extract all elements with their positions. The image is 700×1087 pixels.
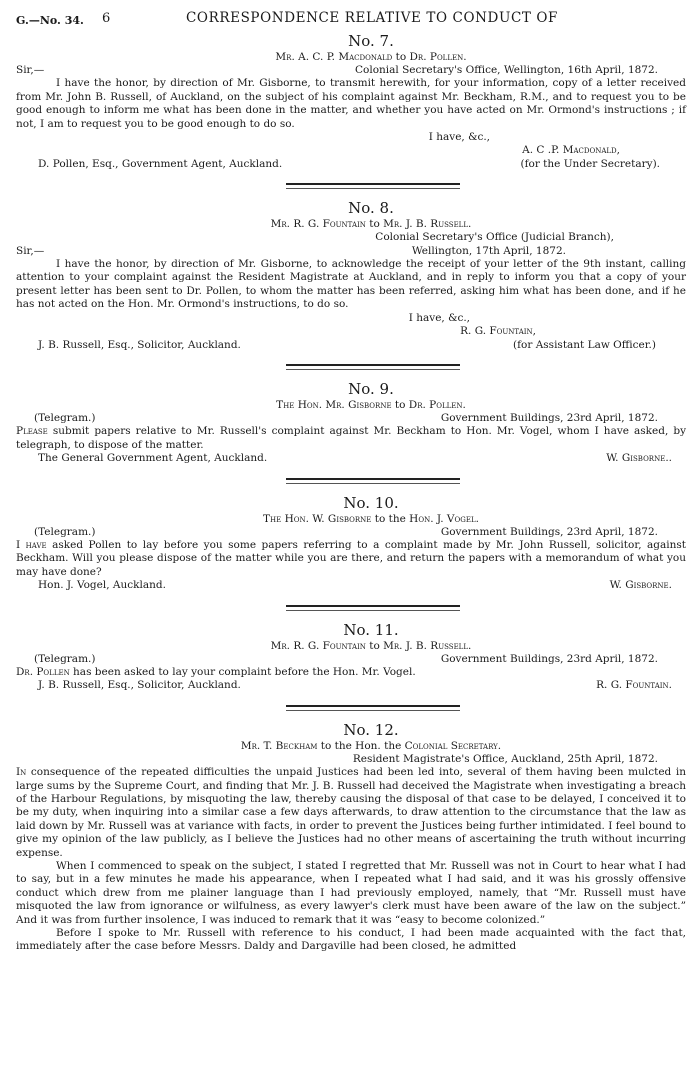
recipient: Dr. Pollen. bbox=[408, 398, 466, 411]
recipient: Dr. Pollen. bbox=[409, 51, 467, 63]
letter-correspondents bbox=[56, 218, 686, 231]
place-date: Government Buildings, 23rd April, 1872. bbox=[440, 652, 658, 665]
recipient: Hon. J. Vogel. bbox=[409, 512, 479, 525]
letter-body-para-1 bbox=[16, 766, 686, 860]
letter-no-10 bbox=[16, 494, 686, 611]
connector: to bbox=[394, 398, 406, 411]
signature: R. G. Fountain, bbox=[460, 325, 536, 338]
addressee: J. B. Russell, Esq., Solicitor, Auckland. bbox=[38, 679, 241, 692]
signature: R. G. Fountain. bbox=[596, 679, 672, 692]
place-line-2: Wellington, 17th April, 1872. bbox=[411, 244, 566, 257]
letter-number: No. 11. bbox=[343, 620, 399, 639]
body-text: consequence of the repeated difficulties the unpaid Justices had been led into, several of them having been mulcted in large sums by the Supreme Court, and finding that Mr. J. B. Russell had deceived the Magistrate when investigating a breach of the Harbour Regulations, by misquoting the law, thereby causing the disposal of that case to be delayed, I conceived it to be my duty, when inquiring into a similar case a few days afterwards, to draw attention to the circumstance that the law as laid down by Mr. Russell was at variance with facts, in order to prevent the Justices being further intimidated. I feel bound to give my opinion of the law publicly, as I believe the Justices had no other means of ascertaining the truth without incurring expense. bbox=[16, 766, 686, 859]
letter-no-8 bbox=[16, 199, 686, 370]
salutation: Sir,— bbox=[16, 244, 45, 257]
letter-body bbox=[16, 425, 686, 452]
section-divider bbox=[286, 364, 460, 370]
closing: I have, &c., bbox=[428, 131, 490, 144]
section-divider bbox=[286, 183, 460, 189]
closing: I have, &c., bbox=[408, 311, 470, 324]
running-head bbox=[16, 0, 686, 30]
sender: Mr. R. G. Fountain bbox=[270, 639, 366, 652]
signature: W. Gisborne. bbox=[609, 579, 672, 592]
connector: to bbox=[369, 218, 380, 231]
recipient: Mr. J. B. Russell. bbox=[383, 218, 472, 231]
letter-correspondents bbox=[56, 640, 686, 653]
running-title: CORRESPONDENCE RELATIVE TO CONDUCT OF bbox=[186, 10, 559, 26]
letter-correspondents bbox=[56, 513, 686, 526]
section-divider bbox=[286, 705, 460, 711]
body-text: has been asked to lay your complaint before the Hon. Mr. Vogel. bbox=[73, 665, 416, 678]
letter-number: No. 8. bbox=[348, 199, 394, 218]
signature-note: (for the Under Secretary). bbox=[520, 157, 660, 170]
salutation: Sir,— bbox=[16, 64, 45, 76]
letter-body-para-2: When I commenced to speak on the subject, I stated I regretted that Mr. Russell was not in Court to hear what I had to say, but in a few minutes he made his appearance, when I repeated what I had said, and it was his grossly offensive conduct which drew from me plainer language than I had previously employed, namely, that “Mr. Russell must have misquoted the law from ignorance or wilfulness, as every lawyer's clerk must have been aware of the law on the subject.” And it was from further insolence, I was induced to remark that it was “easy to become colonized.” bbox=[16, 860, 686, 926]
sender: The Hon. W. Gisborne bbox=[263, 512, 372, 525]
sender: The Hon. Mr. Gisborne bbox=[276, 398, 392, 411]
section-divider bbox=[286, 478, 460, 484]
sender: Mr. R. G. Fountain bbox=[270, 218, 366, 231]
page-number: 6 bbox=[102, 11, 111, 26]
sender: Mr. T. Beckham bbox=[240, 739, 318, 752]
letter-body bbox=[16, 666, 686, 679]
addressee: The General Government Agent, Auckland. bbox=[38, 452, 268, 465]
place-date: Colonial Secretary's Office, Wellington, 16th April, 1872. bbox=[354, 64, 658, 76]
lead-word: Dr. Pollen bbox=[16, 665, 70, 678]
place-date: Resident Magistrate's Office, Auckland, 25th April, 1872. bbox=[352, 752, 658, 765]
letter-number: No. 7. bbox=[348, 32, 394, 50]
addressee: D. Pollen, Esq., Government Agent, Auckland. bbox=[38, 157, 283, 170]
signature-note: (for Assistant Law Officer.) bbox=[513, 338, 656, 351]
place-line-1: Colonial Secretary's Office (Judicial Branch), bbox=[375, 231, 614, 244]
letter-no-11 bbox=[16, 621, 686, 711]
recipient: Colonial Secretary. bbox=[404, 739, 502, 752]
letter-correspondents bbox=[56, 740, 686, 753]
addressee: J. B. Russell, Esq., Solicitor, Auckland. bbox=[38, 338, 241, 351]
section-divider bbox=[286, 605, 460, 611]
place-date: Government Buildings, 23rd April, 1872. bbox=[440, 525, 658, 538]
letter-body: I have the honor, by direction of Mr. Gisborne, to acknowledge the receipt of your letter of the 9th instant, calling attention to your complaint against the Resident Magistrate at Auckland, and in reply to inform you that a copy of your present letter has been sent to Dr. Pollen, to whom the matter has been referred, asking him what has been done, and if he has not acted on the Hon. Mr. Ormond's instructions, to do so. bbox=[16, 258, 686, 311]
letter-no-9 bbox=[16, 380, 686, 484]
place-date: Government Buildings, 23rd April, 1872. bbox=[440, 411, 658, 424]
document-reference: G.—No. 34. bbox=[16, 14, 84, 27]
connector: to the Hon. the bbox=[320, 739, 402, 752]
sender: Mr. A. C. P. Macdonald bbox=[275, 51, 393, 63]
letter-correspondents bbox=[56, 51, 686, 64]
letter-no-12 bbox=[16, 721, 686, 954]
body-text: submit papers relative to Mr. Russell's complaint against Mr. Beckham to Hon. Mr. Vogel, whom I have asked, by telegraph, to dispose of the matter. bbox=[16, 425, 687, 451]
letter-number: No. 12. bbox=[343, 720, 399, 739]
connector: to bbox=[395, 51, 407, 63]
signature: W. Gisborne.. bbox=[606, 452, 672, 465]
connector: to the bbox=[374, 512, 406, 525]
lead-word: I have bbox=[16, 538, 47, 551]
letter-body bbox=[16, 539, 686, 579]
letter-body: I have the honor, by direction of Mr. Gisborne, to transmit herewith, for your information, copy of a letter received from Mr. John B. Russell, of Auckland, on the subject of his complaint against Mr. Beckham, R.M., and to request you to be good enough to inform me what has been done in the matter, and whether you have acted on Mr. Ormond's instructions ; if not, I am to request you to be good enough to do so. bbox=[16, 77, 686, 130]
lead-word: In bbox=[16, 766, 27, 779]
telegram-label: (Telegram.) bbox=[34, 411, 96, 424]
lead-word: Please bbox=[16, 425, 48, 438]
letter-number: No. 9. bbox=[348, 379, 394, 398]
addressee: Hon. J. Vogel, Auckland. bbox=[38, 579, 166, 592]
letter-correspondents bbox=[56, 399, 686, 412]
letter-body-para-3: Before I spoke to Mr. Russell with reference to his conduct, I had been made acquainted with the fact that, immediately after the case before Messrs. Daldy and Dargaville had been closed, he admitted bbox=[16, 927, 686, 953]
signature: A. C .P. Macdonald, bbox=[522, 144, 620, 157]
connector: to bbox=[369, 639, 380, 652]
telegram-label: (Telegram.) bbox=[34, 652, 96, 665]
letter-number: No. 10. bbox=[343, 493, 399, 512]
recipient: Mr. J. B. Russell. bbox=[383, 639, 472, 652]
telegram-label: (Telegram.) bbox=[34, 525, 96, 538]
letter-no-7 bbox=[16, 32, 686, 189]
body-text: asked Pollen to lay before you some papers referring to a complaint made by Mr. John Russell, solicitor, against Beckham. Will you please dispose of the matter while you are there, and return the papers with a memorandum of what you may have done? bbox=[16, 538, 686, 578]
